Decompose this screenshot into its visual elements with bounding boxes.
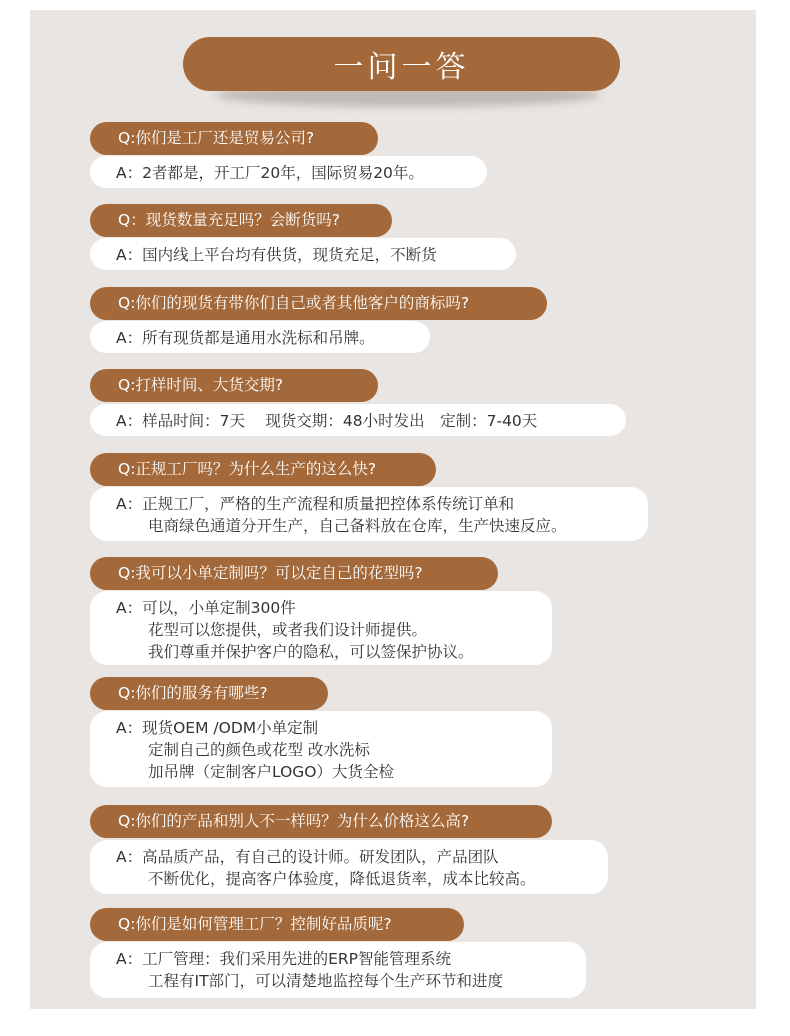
answer-line: 工程有IT部门，可以清楚地监控每个生产环节和进度: [148, 972, 504, 990]
answer-bubble: [90, 238, 516, 270]
page-title: 一问一答: [183, 37, 620, 91]
answer-line: A：样品时间：7天 现货交期：48小时发出 定制：7-40天: [116, 412, 538, 430]
answer-line: A：高品质产品，有自己的设计师。研发团队，产品团队: [116, 848, 499, 866]
answer-line: 花型可以您提供，或者我们设计师提供。: [148, 621, 428, 639]
answer-bubble: [90, 942, 586, 998]
question-pill: Q:你们是如何管理工厂？控制好品质呢?: [90, 908, 464, 941]
answer-line: A：工厂管理：我们采用先进的ERP智能管理系统: [116, 950, 452, 968]
answer-line: 不断优化，提高客户体验度，降低退货率，成本比较高。: [148, 870, 536, 888]
question-pill: Q:你们的现货有带你们自己或者其他客户的商标吗?: [90, 287, 547, 320]
answer-line: A：正规工厂，严格的生产流程和质量把控体系传统订单和: [116, 495, 515, 513]
answer-bubble: [90, 404, 626, 436]
answer-line: A：可以，小单定制300件: [116, 599, 296, 617]
answer-line: 加吊牌（定制客户LOGO）大货全检: [148, 763, 394, 781]
question-pill: Q:你们的服务有哪些?: [90, 677, 328, 710]
answer-bubble: [90, 711, 552, 787]
answer-bubble: [90, 840, 608, 894]
question-pill: Q:你们是工厂还是贸易公司?: [90, 122, 378, 155]
answer-line: A：现货OEM /ODM小单定制: [116, 719, 319, 737]
question-pill: Q：现货数量充足吗？会断货吗?: [90, 204, 392, 237]
answer-bubble: [90, 487, 648, 541]
question-pill: Q:我可以小单定制吗？可以定自己的花型吗?: [90, 557, 498, 590]
answer-line: A：国内线上平台均有供货，现货充足，不断货: [116, 246, 437, 264]
answer-line: A：2者都是，开工厂20年，国际贸易20年。: [116, 164, 424, 182]
answer-line: 定制自己的颜色或花型 改水洗标: [148, 741, 370, 759]
question-pill: Q:正规工厂吗？为什么生产的这么快?: [90, 453, 436, 486]
question-pill: Q:打样时间、大货交期?: [90, 369, 378, 402]
answer-bubble: [90, 591, 552, 665]
answer-bubble: [90, 321, 430, 353]
question-pill: Q:你们的产品和别人不一样吗？为什么价格这么高?: [90, 805, 552, 838]
answer-bubble: [90, 156, 487, 188]
answer-line: 我们尊重并保护客户的隐私，可以签保护协议。: [148, 643, 474, 661]
answer-line: A：所有现货都是通用水洗标和吊牌。: [116, 329, 375, 347]
answer-line: 电商绿色通道分开生产，自己备料放在仓库，生产快速反应。: [148, 517, 567, 535]
